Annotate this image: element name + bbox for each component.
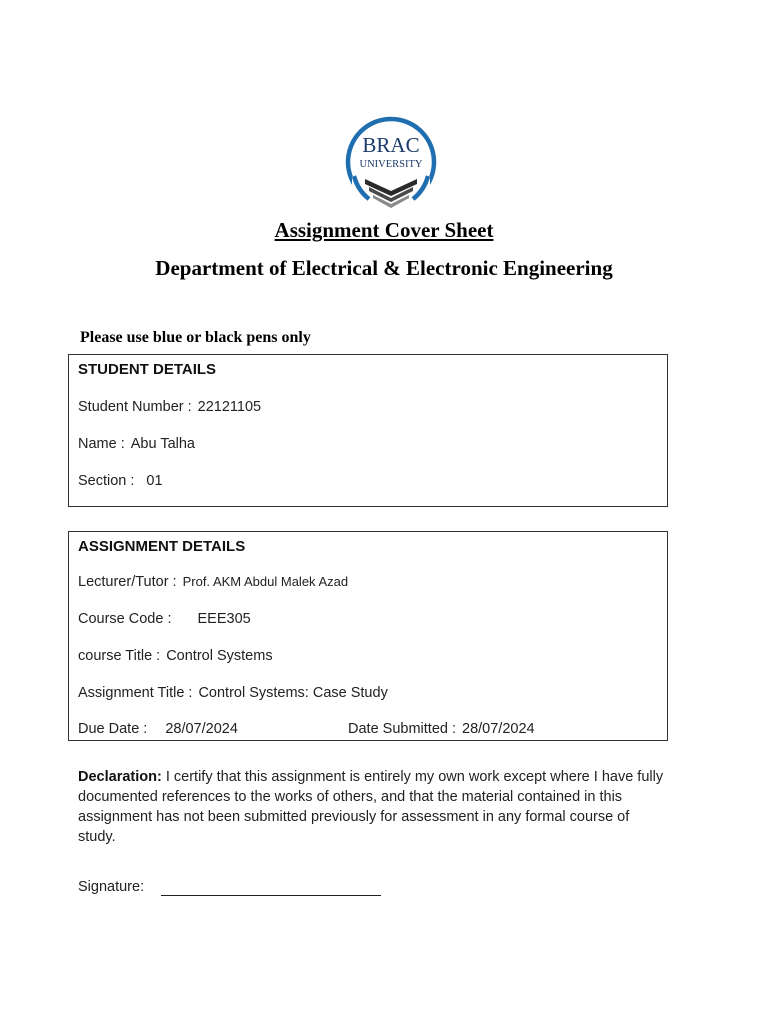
course-title-label: course Title : [78,648,161,664]
lecturer-value: Prof. AKM Abdul Malek Azad [182,574,349,589]
section-value: 01 [146,473,163,489]
declaration-text: I certify that this assignment is entirely my own work except where I have fully documented references to the works of others, and that the material contained in this assignment has not been submitted previously for assessment in any formal course of study. [78,769,664,845]
brac-university-logo [344,116,438,216]
course-title-value: Control Systems [166,648,273,664]
pen-instruction: Please use blue or black pens only [80,329,311,346]
declaration-label: Declaration: [78,769,162,785]
student-number-label: Student Number : [78,399,192,415]
logo-text-brac: BRAC [362,133,420,157]
student-details-box [68,354,668,507]
signature-line[interactable] [161,895,381,896]
section-row [78,473,163,489]
due-date-label: Due Date : [78,721,148,737]
assignment-title-row [78,685,388,701]
student-details-heading: STUDENT DETAILS [78,361,217,378]
course-title-row [78,648,273,664]
lecturer-label: Lecturer/Tutor : [78,574,177,590]
student-number-row [78,399,261,415]
date-submitted-row [348,721,535,737]
section-label: Section : [78,473,135,489]
student-name-value: Abu Talha [130,436,195,452]
date-submitted-label: Date Submitted : [348,721,456,737]
course-code-value: EEE305 [197,611,251,627]
page-title: Assignment Cover Sheet [274,218,494,242]
course-code-label: Course Code : [78,611,172,627]
student-number-value: 22121105 [197,399,262,415]
logo-text-university: UNIVERSITY [359,159,423,170]
due-date-value: 28/07/2024 [165,721,238,737]
signature-label: Signature: [78,879,145,895]
declaration [78,767,668,847]
student-name-label: Name : [78,436,125,452]
lecturer-row [78,574,348,590]
assignment-details-heading: ASSIGNMENT DETAILS [78,538,246,555]
student-name-row [78,436,195,452]
assignment-details-box [68,531,668,741]
date-submitted-value: 28/07/2024 [462,721,535,737]
course-code-row [78,611,251,627]
department-name: Department of Electrical & Electronic Engineering [155,256,613,280]
due-date-row [78,721,238,737]
assignment-title-label: Assignment Title : [78,685,193,701]
assignment-title-value: Control Systems: Case Study [198,685,388,701]
